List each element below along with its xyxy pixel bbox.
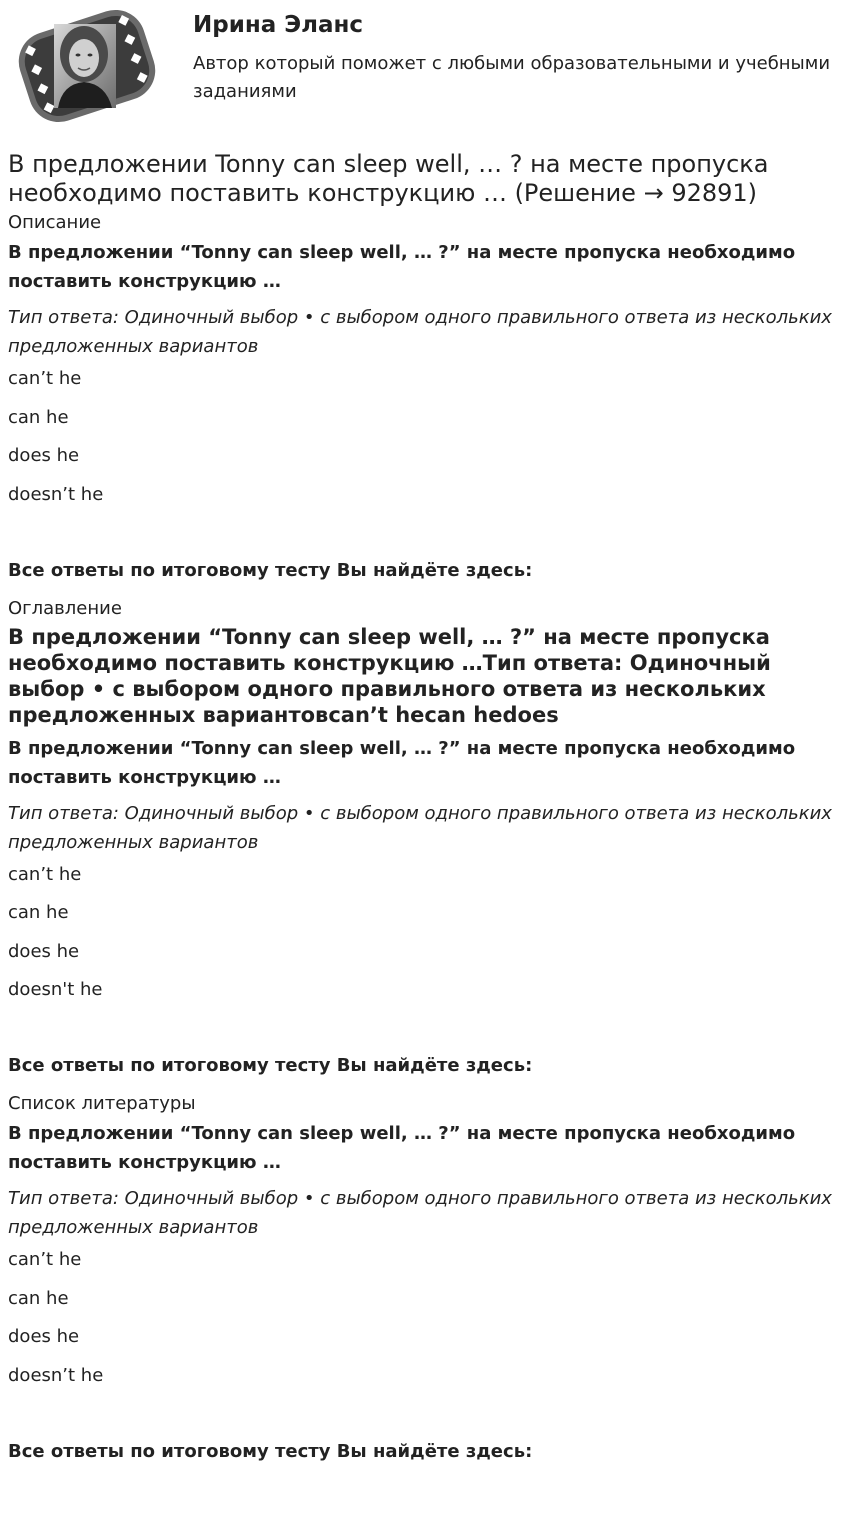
author-description: Автор который поможет с любыми образовательными и учебными заданиями xyxy=(193,53,831,102)
all-answers-text: Все ответы по итоговому тесту Вы найдёте здесь: xyxy=(8,559,533,581)
option-item: can’t he xyxy=(8,1249,82,1270)
section-label: Описание xyxy=(8,212,102,233)
options-list xyxy=(8,864,839,1002)
toc-section xyxy=(8,598,839,1078)
option-item: doesn’t he xyxy=(8,1364,104,1386)
description-section xyxy=(8,212,839,582)
toc-heading: В предложении “Tonny can sleep well, … ?” на месте пропуска необходимо поставить конструкцию …Тип ответа: Одиночный выбор • с выбором одного правильного ответа из нескольких предложенных вариантовcan’t hecan hedoes xyxy=(8,624,771,727)
section-label: Оглавление xyxy=(8,597,122,619)
option-item: doesn't he xyxy=(8,979,103,1000)
all-answers-text: Все ответы по итоговому тесту Вы найдёте здесь: xyxy=(8,1055,533,1076)
author-name: Ирина Эланс xyxy=(193,12,364,38)
answer-type-text: Тип ответа: Одиночный выбор • с выбором одного правильного ответа из нескольких предложенных вариантов xyxy=(8,1188,832,1238)
page-title: В предложении Tonny can sleep well, … ? на месте пропуска необходимо поставить конструкцию … (Решение → 92891) xyxy=(8,150,769,207)
option-item: does he xyxy=(8,1326,80,1347)
question-text: В предложении “Tonny can sleep well, … ?” на месте пропуска необходимо поставить конструкцию … xyxy=(8,737,796,788)
options-list xyxy=(8,368,839,506)
answer-type-text: Тип ответа: Одиночный выбор • с выбором одного правильного ответа из нескольких предложенных вариантов xyxy=(8,307,832,357)
question-text: В предложении “Tonny can sleep well, … ?” на месте пропуска необходимо поставить конструкцию … xyxy=(8,242,796,292)
option-item: can he xyxy=(8,1287,69,1309)
section-label: Список литературы xyxy=(8,1093,196,1114)
bibliography-section xyxy=(8,1093,839,1463)
option-item: does he xyxy=(8,445,80,466)
all-answers-text: Все ответы по итоговому тесту Вы найдёте здесь: xyxy=(8,1440,533,1462)
author-avatar xyxy=(14,6,160,126)
option-item: can he xyxy=(8,902,69,923)
options-list xyxy=(8,1249,839,1387)
question-text: В предложении “Tonny can sleep well, … ?” на месте пропуска необходимо поставить конструкцию … xyxy=(8,1123,796,1173)
option-item: can’t he xyxy=(8,368,82,389)
answer-type-text: Тип ответа: Одиночный выбор • с выбором одного правильного ответа из нескольких предложенных вариантов xyxy=(8,802,832,853)
option-item: can he xyxy=(8,406,69,428)
author-block xyxy=(8,0,839,146)
option-item: doesn’t he xyxy=(8,483,104,505)
option-item: can’t he xyxy=(8,863,82,885)
option-item: does he xyxy=(8,940,80,962)
